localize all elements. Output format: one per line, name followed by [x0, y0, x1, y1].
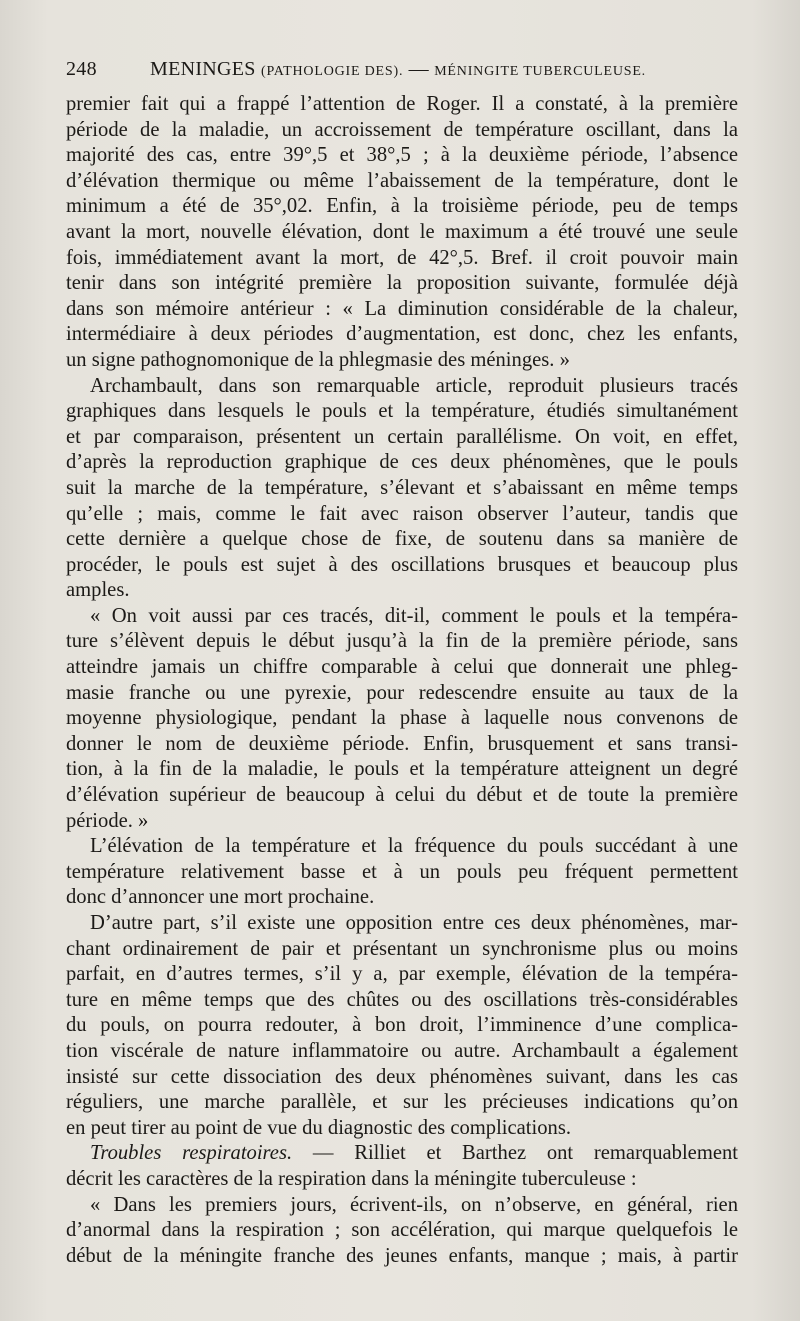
line-text: période de la maladie, un accroissement de température oscillant, dans la — [66, 118, 738, 141]
text-line — [66, 1218, 738, 1244]
text-line — [66, 118, 738, 144]
line-text: — Rilliet et Barthez ont remarquablement — [292, 1142, 738, 1165]
text-line — [66, 988, 738, 1014]
text-line — [66, 962, 738, 988]
line-text: atteindre jamais un chiffre comparable à celui que donnerait une phleg- — [66, 656, 738, 679]
text-line — [66, 629, 738, 655]
line-text: en peut tirer au point de vue du diagnostic des complications. — [66, 1116, 571, 1139]
title-dash: — — [408, 58, 429, 80]
text-line — [66, 374, 738, 400]
text-line — [66, 246, 738, 272]
line-text: décrit les caractères de la respiration dans la méningite tuberculeuse : — [66, 1167, 637, 1190]
line-text: chant ordinairement de pair et présentant un synchronisme plus ou moins — [66, 937, 738, 960]
text-line — [66, 834, 738, 860]
line-text: amples. — [66, 579, 130, 602]
line-text: qu’elle ; mais, comme le fait avec raison observer l’auteur, tandis que — [66, 502, 738, 525]
text-line — [66, 194, 738, 220]
line-text: premier fait qui a frappé l’attention de Roger. Il a constaté, à la première — [66, 93, 738, 115]
text-line — [66, 1167, 738, 1193]
line-text: du pouls, on pourra redouter, à bon droit, l’imminence d’une complica- — [66, 1014, 738, 1037]
italic-heading: Troubles respiratoires. — [90, 1142, 293, 1165]
title-sub: MÉNINGITE TUBERCULEUSE. — [434, 64, 646, 79]
text-line — [66, 476, 738, 502]
line-text: tenir dans son intégrité première la proposition suivante, formulée déjà — [66, 272, 738, 295]
line-text: donner le nom de deuxième période. Enfin, brusquement et sans transi- — [66, 732, 738, 755]
line-text: d’après la reproduction graphique de ces deux phénomènes, que le pouls — [66, 451, 738, 474]
text-line — [66, 1244, 738, 1270]
text-line — [66, 143, 738, 169]
text-line — [66, 1141, 738, 1167]
text-line — [66, 783, 738, 809]
line-text: « Dans les premiers jours, écrivent-ils, on n’observe, en général, rien — [90, 1193, 738, 1216]
line-text: « On voit aussi par ces tracés, dit-il, comment le pouls et la tempéra- — [90, 604, 738, 627]
text-line — [66, 1013, 738, 1039]
line-text: procéder, le pouls est sujet à des oscillations brusques et beaucoup plus — [66, 553, 738, 576]
text-line — [66, 885, 738, 911]
line-text: moyenne physiologique, pendant la phase à laquelle nous convenons de — [66, 707, 738, 730]
title-paren: (PATHOLOGIE DES). — [261, 64, 404, 79]
text-line — [66, 425, 738, 451]
line-text: dans son mémoire antérieur : « La diminution considérable de la chaleur, — [66, 297, 738, 320]
text-line — [66, 578, 738, 604]
text-line — [66, 1116, 738, 1142]
text-line — [66, 297, 738, 323]
line-text: réguliers, une marche parallèle, et sur les précieuses indications qu’on — [66, 1091, 738, 1114]
text-line — [66, 1039, 738, 1065]
text-line — [66, 322, 738, 348]
text-line — [66, 450, 738, 476]
line-text: Archambault, dans son remarquable article, reproduit plusieurs tracés — [90, 374, 738, 397]
text-line — [66, 732, 738, 758]
line-text: suit la marche de la température, s’élevant et s’abaissant en même temps — [66, 476, 738, 499]
line-text: ture en même temps que des chûtes ou des oscillations très-considérables — [66, 988, 738, 1011]
line-text: avant la mort, nouvelle élévation, dont le maximum a été trouvé une seule — [66, 220, 738, 243]
text-line — [66, 911, 738, 937]
text-line — [66, 399, 738, 425]
text-line — [66, 271, 738, 297]
line-text: masie franche ou une pyrexie, pour redescendre ensuite au taux de la — [66, 681, 738, 704]
page-number: 248 — [66, 58, 97, 80]
line-text: d’élévation supérieur de beaucoup à celui du début et de toute la première — [66, 784, 738, 807]
line-text: température relativement basse et à un pouls peu fréquent permettent — [66, 860, 738, 883]
text-line — [66, 553, 738, 579]
line-text: début de la méningite franche des jeunes enfants, manque ; mais, à partir — [66, 1244, 738, 1267]
line-text: tion, à la fin de la maladie, le pouls et la température atteignent un degré — [66, 758, 738, 781]
line-text: majorité des cas, entre 39°,5 et 38°,5 ; à la deuxième période, l’absence — [66, 144, 738, 167]
body-text — [66, 92, 738, 1269]
text-line — [66, 348, 738, 374]
text-line — [66, 681, 738, 707]
text-line — [66, 655, 738, 681]
text-line — [66, 937, 738, 963]
running-header — [66, 58, 738, 84]
line-text: insisté sur cette dissociation des deux phénomènes suivant, dans les cas — [66, 1065, 738, 1088]
text-line — [66, 809, 738, 835]
line-text: tion viscérale de nature inflammatoire ou autre. Archambault a également — [66, 1039, 738, 1062]
text-line — [66, 604, 738, 630]
line-text: intermédiaire à deux périodes d’augmentation, est donc, chez les enfants, — [66, 323, 738, 346]
line-text: minimum a été de 35°,02. Enfin, à la troisième période, peu de temps — [66, 195, 738, 218]
line-text: d’élévation thermique ou même l’abaissement de la température, dont le — [66, 169, 738, 192]
line-text: et par comparaison, présentent un certain parallélisme. On voit, en effet, — [66, 425, 738, 448]
text-line — [66, 757, 738, 783]
title-main: MENINGES — [150, 58, 256, 80]
text-line — [66, 502, 738, 528]
line-text: parfait, en d’autres termes, s’il y a, par exemple, élévation de la tempéra- — [66, 963, 738, 986]
line-text: graphiques dans lesquels le pouls et la température, étudiés simultanément — [66, 400, 738, 423]
text-line — [66, 860, 738, 886]
text-line — [66, 1065, 738, 1091]
text-line — [66, 527, 738, 553]
line-text: cette dernière a quelque chose de fixe, de soutenu dans sa manière de — [66, 528, 738, 551]
text-line — [66, 220, 738, 246]
line-text: période. » — [66, 809, 149, 832]
text-line — [66, 1090, 738, 1116]
running-title — [150, 58, 646, 81]
line-text: L’élévation de la température et la fréquence du pouls succédant à une — [90, 835, 738, 858]
text-line — [66, 92, 738, 118]
text-line — [66, 1193, 738, 1219]
line-text: D’autre part, s’il existe une opposition entre ces deux phénomènes, mar- — [90, 912, 738, 934]
line-text: un signe pathognomonique de la phlegmasie des méninges. » — [66, 348, 570, 371]
line-text: d’anormal dans la respiration ; son accélération, qui marque quelquefois le — [66, 1219, 738, 1242]
text-line — [66, 706, 738, 732]
line-text: donc d’annoncer une mort prochaine. — [66, 886, 375, 909]
line-text: ture s’élèvent depuis le début jusqu’à la fin de la première période, sans — [66, 630, 738, 653]
line-text: fois, immédiatement avant la mort, de 42°,5. Bref. il croit pouvoir main — [66, 246, 738, 269]
text-line — [66, 169, 738, 195]
